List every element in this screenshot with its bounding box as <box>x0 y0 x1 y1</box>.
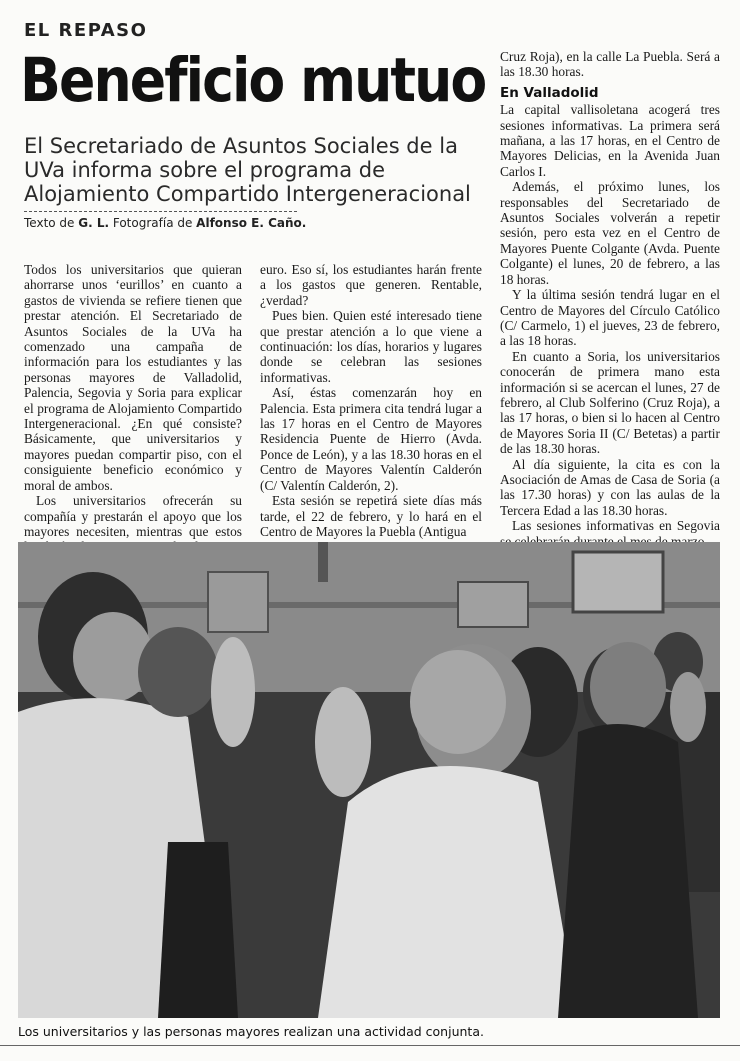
paragraph: Las sesiones informativas en Segovia <box>512 518 720 534</box>
byline-author: G. L. <box>78 216 110 230</box>
paragraph: euro. Eso sí, los estudiantes harán frente a los gastos que generen. Rentable, ¿verdad? <box>260 262 482 308</box>
byline-photographer: Alfonso E. Caño. <box>196 216 307 230</box>
byline <box>24 216 306 230</box>
paragraph: Cruz Roja), en la calle La Puebla. Será a las 18.30 horas. <box>500 49 720 80</box>
paragraph: Además, el próximo lunes, los responsables del Secretariado de Asuntos Sociales volverán a repetir sesión, pero esta vez en el Centro de Mayores Puente Colgante (Avda. Puente Colgante) el lunes, 20 de febrero, a las 18 horas. <box>500 179 720 287</box>
paragraph: Y la última sesión tendrá lugar en el Centro de Mayores del Círculo Católico (C/ Carmelo, 1) el jueves, 23 de febrero, a las 18 horas. <box>500 287 720 349</box>
deck-divider <box>24 211 297 212</box>
article-photo <box>18 542 720 1018</box>
article-column-3 <box>500 49 720 549</box>
deck-subtitle: El Secretariado de Asuntos Sociales de la UVa informa sobre el programa de Alojamiento Compartido Intergeneracional <box>24 134 471 206</box>
headline: Beneficio mutuo <box>20 45 486 116</box>
paragraph: Al día siguiente, la cita es con la Asociación de Amas de Casa de Soria (a las 17.30 horas) y con las aulas de la Tercera Edad a las 18.30 horas. <box>500 456 720 518</box>
paragraph: Esta sesión se repetirá siete días más tarde, el 22 de febrero, y lo hará en el Centro de Mayores la Puebla (Antigua <box>260 493 482 539</box>
photo-caption: Los universitarios y las personas mayores realizan una actividad conjunta. <box>18 1024 484 1039</box>
byline-text-prefix: Texto de <box>24 216 79 230</box>
paragraph: Todos los universitarios que quieran ahorrarse unos ‘eurillos’ en cuanto a gastos de vivienda se refiere tienen que prestar atención. El Secretariado de Asuntos Sociales de la UVa ha comenzado una campaña de información para los estudiantes y las personas mayores de Valladolid, Palencia, Segovia y Soria para explicar el programa de Alojamiento Compartido Intergeneracional. ¿En qué consiste? Básicamente, que universitarios y mayores puedan compartir piso, con el consiguiente beneficio económico y moral de ambos. <box>24 262 242 493</box>
photo-illustration <box>18 542 720 1018</box>
paragraph: En cuanto a Soria, los universitarios conocerán de primera mano esta información si se acercan el lunes, 27 de febrero, al Club Solferino (Cruz Roja), a las 17 horas, o bien si lo hacen al Centro de Mayores Soria II (C/ Betetas) a partir de las 18.30 horas. <box>500 348 720 457</box>
bottom-divider <box>0 1045 740 1046</box>
article-column-1 <box>24 262 242 555</box>
subheading: En Valladolid <box>500 84 599 101</box>
byline-photo-prefix: Fotografía de <box>109 216 197 230</box>
paragraph: La capital vallisoletana acogerá tres sesiones informativas. La primera será mañana, a las 17 horas, en el Centro de Mayores Delicias, en la Avenida Juan Carlos I. <box>500 102 720 179</box>
paragraph: Los universitarios ofrecerán su compañía y prestarán el apoyo que los mayores necesiten, mientras que estos <box>24 493 242 539</box>
article-column-2 <box>260 262 482 539</box>
paragraph: Así, éstas comenzarán hoy en Palencia. Esta primera cita tendrá lugar a las 17 horas en el Centro de Mayores Residencia Puente de Hierro (Avda. Ponce de León), y a las 18.30 horas en el Centro de Mayores Valentín Calderón (C/ Valentín Calderón, 2). <box>260 385 482 493</box>
paragraph: Pues bien. Quien esté interesado tiene que prestar atención a lo que viene a continuación: los días, horarios y lugares donde se celebran las sesiones informativas. <box>260 308 482 385</box>
section-label: EL REPASO <box>24 20 148 41</box>
